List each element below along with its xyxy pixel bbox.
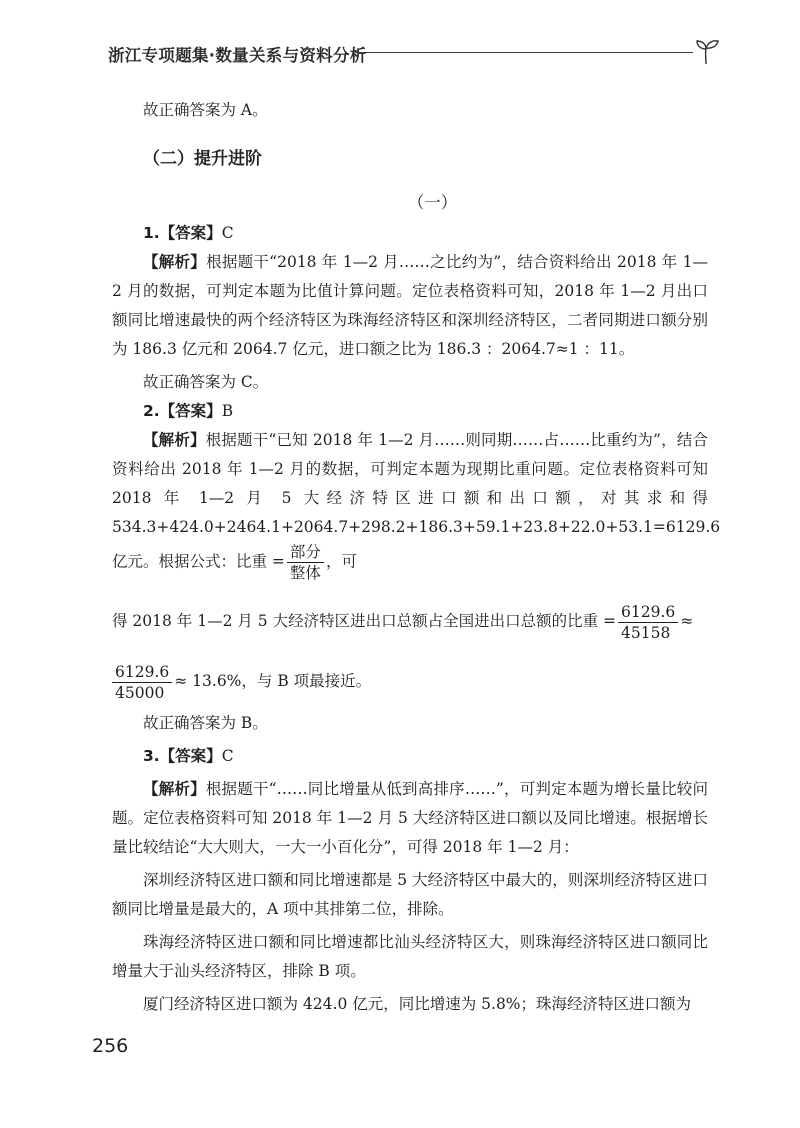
q2-ratio-text: 得 2018 年 1—2 月 5 大经济特区进出口总额占全国进出口总额的比重 = [112, 612, 617, 630]
q3-paragraph-zhuhai: 珠海经济特区进口额和同比增速都比汕头经济特区大，则珠海经济特区进口额同比增量大于汕头经济特区，排除 B 项。 [112, 933, 708, 980]
q2-answer-value: B [221, 402, 234, 420]
formula-denominator: 整体 [289, 564, 321, 582]
q3-answer-label: 3.【答案】 [143, 747, 222, 765]
header-rule [355, 52, 693, 53]
q2-analysis-text: 根据题干“已知 2018 年 1—2 月……则同期……占……比重约为”，结合资料给出 2018 年 1—2 月的数据，可判定本题为现期比重问题。定位表格资料可知 2018 年 1—2 月 5 大经济特区进口额和出口额，对其求和得 534.3+424.0+2464.1+2064.7+298.2+186.3+59.1+23.8+22.0+53.1=6129.6 亿元。根据公式：比重 = [112, 431, 721, 571]
q2-estimate-text: ≈ 13.6%，与 B 项最接近。 [174, 672, 372, 690]
fraction-exact [618, 602, 678, 643]
previous-answer-line: 故正确答案为 A。 [143, 101, 268, 119]
q2-line-estimate [112, 653, 708, 709]
q3-answer-line [112, 742, 708, 771]
page-content [112, 96, 721, 1019]
q3-answer-value: C [221, 747, 234, 765]
formula-numerator: 部分 [287, 542, 324, 563]
fraction-estimate [112, 662, 172, 703]
q1-conclusion: 故正确答案为 C。 [143, 373, 269, 391]
q3-analysis-text: 根据题干“……同比增量从低到高排序……”，可判定本题为增长量比较问题。定位表格资料可知 2018 年 1—2 月 5 大经济特区进口额以及同比增速。根据增长量比较结论“大大则大，一大一小百化分”，可得 2018 年 1—2 月： [112, 780, 708, 856]
book-title: 浙江专项题集·数量关系与资料分析 [108, 46, 367, 65]
q2-line-ratio [112, 593, 708, 649]
q2-analysis-label: 【解析】 [143, 431, 206, 449]
fraction-estimate-numerator: 6129.6 [112, 662, 172, 683]
section-title: （二）提升进阶 [143, 149, 262, 169]
approx-sign: ≈ [680, 612, 694, 630]
q1-answer-value: C [221, 224, 234, 242]
q3-paragraph-xiamen: 厦门经济特区进口额为 424.0 亿元，同比增速为 5.8%；珠海经济特区进口额为 [143, 995, 692, 1013]
q3-analysis [112, 775, 708, 862]
q2-answer-line [112, 397, 708, 426]
q3-analysis-label: 【解析】 [143, 780, 206, 798]
page-number: 256 [92, 1035, 129, 1057]
q2-analysis [112, 426, 721, 583]
q1-answer-label: 1.【答案】 [143, 224, 222, 242]
q1-answer-line [112, 219, 708, 248]
q1-analysis-text: 根据题干“2018 年 1—2 月……之比约为”，结合资料给出 2018 年 1—2 月的数据，可判定本题为比值计算问题。定位表格资料可知，2018 年 1—2 月出口额同比增速最快的两个经济特区为珠海经济特区和深圳经济特区，二者同期进口额分别为 186.3 亿元和 2064.7 亿元，进口额之比为 186.3 ：2064.7≈1 ：11。 [112, 253, 708, 358]
running-header [108, 36, 720, 76]
q2-conclusion: 故正确答案为 B。 [143, 714, 268, 732]
fraction-exact-numerator: 6129.6 [618, 602, 678, 623]
q2-answer-label: 2.【答案】 [143, 402, 222, 420]
fraction-exact-denominator: 45158 [621, 623, 671, 642]
sub-title: （一） [407, 193, 458, 212]
fraction-estimate-denominator: 45000 [115, 683, 165, 702]
q1-analysis [112, 248, 708, 364]
q1-analysis-label: 【解析】 [143, 253, 207, 271]
sprout-icon [691, 36, 721, 66]
ratio-formula [287, 542, 324, 583]
q3-paragraph-shenzhen: 深圳经济特区进口额和同比增速都是 5 大经济特区中最大的，则深圳经济特区进口额同比增量是最大的，A 项中其排第二位，排除。 [112, 871, 708, 918]
formula-tail: ，可 [325, 552, 357, 571]
